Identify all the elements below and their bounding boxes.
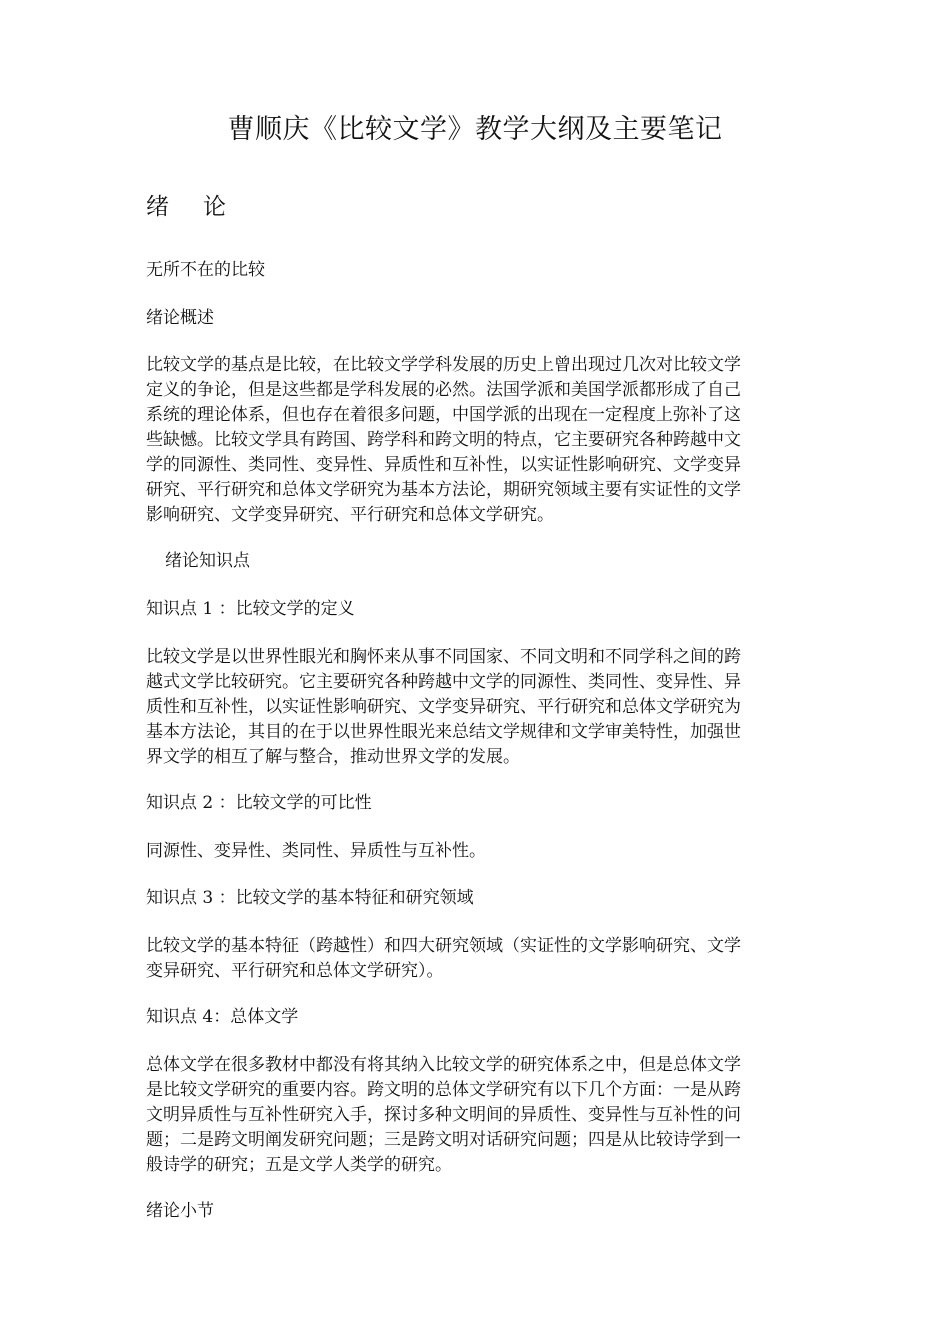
paragraph-line: 质性和互补性，以实证性影响研究、文学变异研究、平行研究和总体文学研究为: [146, 697, 741, 717]
comparability-paragraph: 同源性、变异性、类同性、异质性与互补性。: [146, 841, 486, 861]
knowledge-point-2-heading: 知识点 2 ：比较文学的可比性: [146, 793, 372, 813]
paragraph-line: 影响研究、文学变异研究、平行研究和总体文学研究。: [146, 505, 554, 525]
paragraph-line: 定义的争论，但是这些都是学科发展的必然。法国学派和美国学派都形成了自己: [146, 380, 741, 400]
paragraph-line: 些缺憾。比较文学具有跨国、跨学科和跨文明的特点，它主要研究各种跨越中文: [146, 430, 741, 450]
paragraph-line: 学的同源性、类同性、变异性、异质性和互补性，以实证性影响研究、文学变异: [146, 455, 741, 475]
chapter-heading-right: 论: [203, 194, 226, 220]
paragraph-line: 变异研究、平行研究和总体文学研究）。: [146, 961, 444, 981]
section-heading-knowledge-points: 绪论知识点: [165, 551, 250, 571]
paragraph-line: 研究、平行研究和总体文学研究为基本方法论，期研究领域主要有实证性的文学: [146, 480, 741, 500]
paragraph-line: 般诗学的研究；五是文学人类学的研究。: [146, 1155, 452, 1175]
knowledge-point-3-heading: 知识点 3 ：比较文学的基本特征和研究领域: [146, 888, 474, 908]
knowledge-point-1-heading: 知识点 1 ：比较文学的定义: [146, 599, 355, 619]
chapter-heading: [146, 192, 226, 222]
paragraph-line: 界文学的相互了解与整合，推动世界文学的发展。: [146, 747, 520, 767]
chapter-heading-left: 绪: [146, 194, 169, 220]
section-heading-overview: 绪论概述: [146, 308, 214, 328]
paragraph-line: 比较文学的基点是比较，在比较文学学科发展的历史上曾出现过几次对比较文学: [146, 355, 741, 375]
paragraph-line: 题；二是跨文明阐发研究问题；三是跨文明对话研究问题；四是从比较诗学到一: [146, 1130, 741, 1150]
paragraph-line: 是比较文学研究的重要内容。跨文明的总体文学研究有以下几个方面：一是从跨: [146, 1080, 741, 1100]
section-heading-summary: 绪论小节: [146, 1201, 214, 1221]
document-title: 曹顺庆《比较文学》教学大纲及主要笔记: [227, 114, 723, 145]
paragraph-line: 文明异质性与互补性研究入手，探讨多种文明间的异质性、变异性与互补性的问: [146, 1105, 741, 1125]
paragraph-line: 总体文学在很多教材中都没有将其纳入比较文学的研究体系之中，但是总体文学: [146, 1055, 741, 1075]
paragraph-line: 比较文学的基本特征（跨越性）和四大研究领域（实证性的文学影响研究、文学: [146, 936, 741, 956]
paragraph-line: 基本方法论，其目的在于以世界性眼光来总结文学规律和文学审美特性，加强世: [146, 722, 741, 742]
paragraph-line: 越式文学比较研究。它主要研究各种跨越中文学的同源性、类同性、变异性、异: [146, 672, 741, 692]
paragraph-line: 系统的理论体系，但也存在着很多问题，中国学派的出现在一定程度上弥补了这: [146, 405, 741, 425]
section-heading-comparison-everywhere: 无所不在的比较: [146, 260, 265, 280]
paragraph-line: 比较文学是以世界性眼光和胸怀来从事不同国家、不同文明和不同学科之间的跨: [146, 647, 741, 667]
knowledge-point-4-heading: 知识点 4：总体文学: [146, 1007, 299, 1027]
